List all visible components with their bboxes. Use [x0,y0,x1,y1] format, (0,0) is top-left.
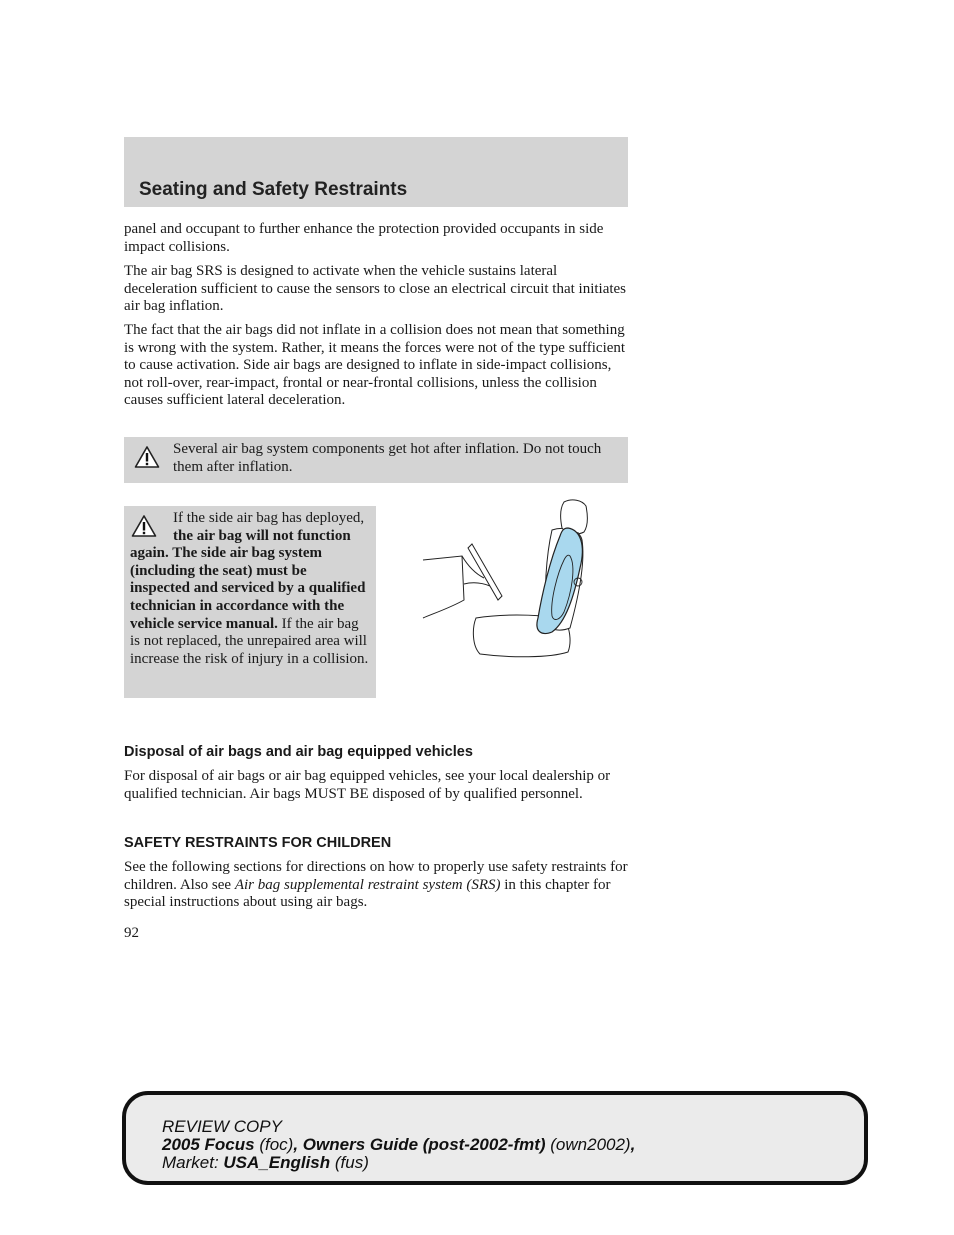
warning-text-bold: the air bag will not function again. The side air bag system (including the seat) must be inspected and serviced by a qualified technician in accordance with the vehicle service manual. [130,527,366,632]
side-airbag-warning-box [124,506,376,698]
guide-code: (own2002) [545,1135,631,1154]
comma: , [630,1135,636,1154]
review-label: REVIEW COPY [162,1117,282,1136]
section-title: Seating and Safety Restraints [139,179,408,200]
srs-reference: Air bag supplemental restraint system (SRS) [234,876,501,893]
body-paragraph: The fact that the air bags did not inflate in a collision does not mean that something is wrong with the system. Rather, it means the forces were not of the type sufficient to cause activation. Side air bags are designed to inflate in side-impact collisions, not roll-over, rear-impact, frontal or near-frontal collisions, unless the collision causes sufficient lateral deceleration. [124,322,626,409]
warning-text [130,510,370,668]
disposal-heading: Disposal of air bags and air bag equipped vehicles [124,744,473,760]
model-code: (foc) [254,1135,294,1154]
disposal-paragraph: For disposal of air bags or air bag equipped vehicles, see your local dealership or qualified technician. Air bags MUST BE disposed of by qualified personnel. [124,768,611,802]
body-paragraph: panel and occupant to further enhance the protection provided occupants in side impact collisions. [124,221,604,255]
review-copy-footer [122,1091,868,1185]
page-number: 92 [124,925,139,941]
market-label: Market: [162,1153,224,1172]
children-text: See the following sections for directions on how to properly use safety restraints for children. Also see [124,859,628,893]
review-copy-text [162,1118,635,1172]
children-paragraph [124,859,632,912]
warning-text-normal: If the side air bag has deployed, [173,510,365,526]
section-header-band [124,137,628,207]
warning-triangle-icon [134,445,160,469]
model-name: 2005 Focus [162,1135,255,1154]
warning-text-normal: If the air bag is not replaced, the unrepaired area will increase the risk of injury in a collision. [130,615,369,667]
children-text: in this chapter for special instructions about using air bags. [124,876,611,911]
market-code: (fus) [330,1153,369,1172]
warning-text: Several air bag system components get hot after inflation. Do not touch them after inflation. [173,441,602,475]
body-paragraph: The air bag SRS is designed to activate when the vehicle sustains lateral deceleration sufficient to cause the sensors to close an electrical circuit that initiates air bag inflation. [124,263,627,315]
market-name: USA_English [223,1153,331,1172]
side-airbag-seat-illustration [420,496,590,664]
guide-name: , Owners Guide (post-2002-fmt) [293,1135,546,1154]
hot-components-warning-box [124,437,628,483]
children-heading: SAFETY RESTRAINTS FOR CHILDREN [124,835,392,851]
